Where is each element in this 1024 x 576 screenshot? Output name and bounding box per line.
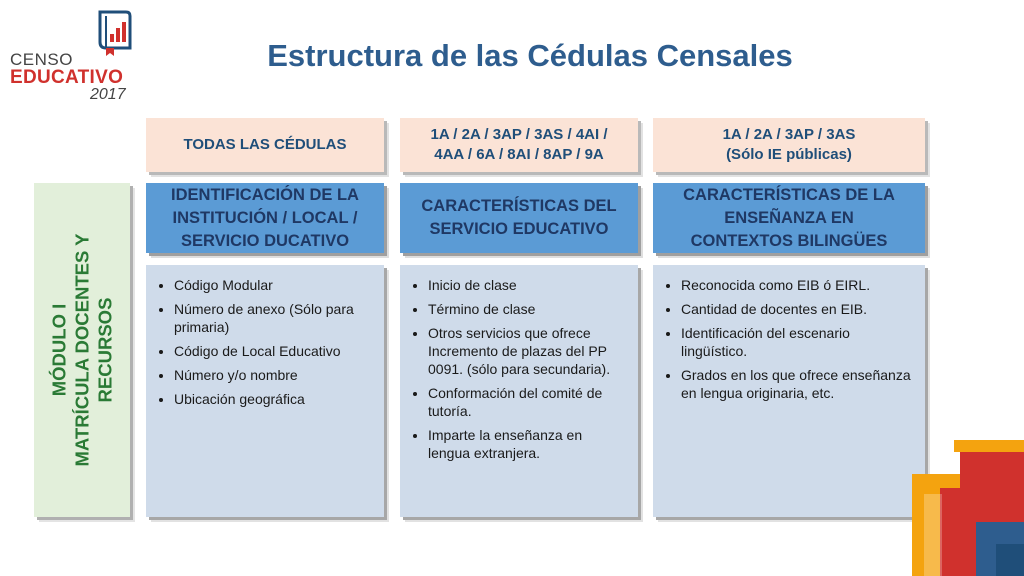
list-item: • Reconocida como EIB ó EIRL. [681,276,915,294]
list-item: • Identificación del escenario lingüístico. [681,324,915,360]
list-item: • Código de Local Educativo [174,342,374,360]
column-3-header-line-2: (Sólo IE públicas) [726,146,852,163]
column-1-header [146,118,384,172]
list-item: • Código Modular [174,276,374,294]
column-1-section-line-1: IDENTIFICACIÓN DE LA [171,185,359,204]
list-item: • Término de clase [428,300,628,318]
list-item: • Cantidad de docentes en EIB. [681,300,915,318]
module-line-2: MATRÍCULA DOCENTES Y [71,233,93,467]
column-1-header-line-1: TODAS LAS CÉDULAS [183,136,347,153]
page-title: Estructura de las Cédulas Censales [267,38,793,73]
column-1-item-list [146,265,384,517]
column-1-section-line-3: SERVICIO DUCATIVO [180,231,350,250]
list-item: • Grados en los que ofrece enseñanza en lengua originaria, etc. [681,366,915,402]
column-2-section-title [400,183,638,253]
column-2-section-line-2: SERVICIO EDUCATIVO [429,220,609,238]
module-label [48,185,117,515]
column-3-section-line-3: CONTEXTOS BILINGÜES [690,231,888,250]
column-2-item-list [400,265,638,517]
column-1-section-line-2: INSTITUCIÓN / LOCAL / [172,208,358,227]
column-2-header-line-2: 4AA / 6A / 8AI / 8AP / 9A [434,146,604,163]
book-chart-icon [96,8,136,58]
list-item: • Ubicación geográfica [174,390,374,408]
column-3-header-line-1: 1A / 2A / 3AP / 3AS [722,126,856,143]
column-3-section-line-1: CARACTERÍSTICAS DE LA [683,185,895,204]
logo-year-text: 2017 [90,86,126,103]
logo-censo-text: CENSO [10,50,73,69]
column-2-section-line-1: CARACTERÍSTICAS DEL [421,197,617,215]
list-item: • Número y/o nombre [174,366,374,384]
column-3-section-line-2: ENSEÑANZA EN [724,208,854,227]
column-3-section-title [653,183,925,253]
module-line-1: MÓDULO I [48,303,70,397]
module-label-box [34,183,130,517]
decorative-steps-graphic [884,436,1024,576]
column-1-section-title [146,183,384,253]
censo-logo [8,6,138,101]
list-item: • Imparte la enseñanza en lengua extranjera. [428,426,628,462]
module-line-3: RECURSOS [94,297,116,403]
logo-educativo-text: EDUCATIVO [10,67,124,88]
list-item: • Conformación del comité de tutoría. [428,384,628,420]
column-2-header-line-1: 1A / 2A / 3AP / 3AS / 4AI / [430,126,608,143]
column-2-header [400,118,638,172]
list-item: • Inicio de clase [428,276,628,294]
list-item: • Otros servicios que ofrece Incremento de plazas del PP 0091. (sólo para secundaria). [428,324,628,378]
column-3-header [653,118,925,172]
list-item: • Número de anexo (Sólo para primaria) [174,300,374,336]
